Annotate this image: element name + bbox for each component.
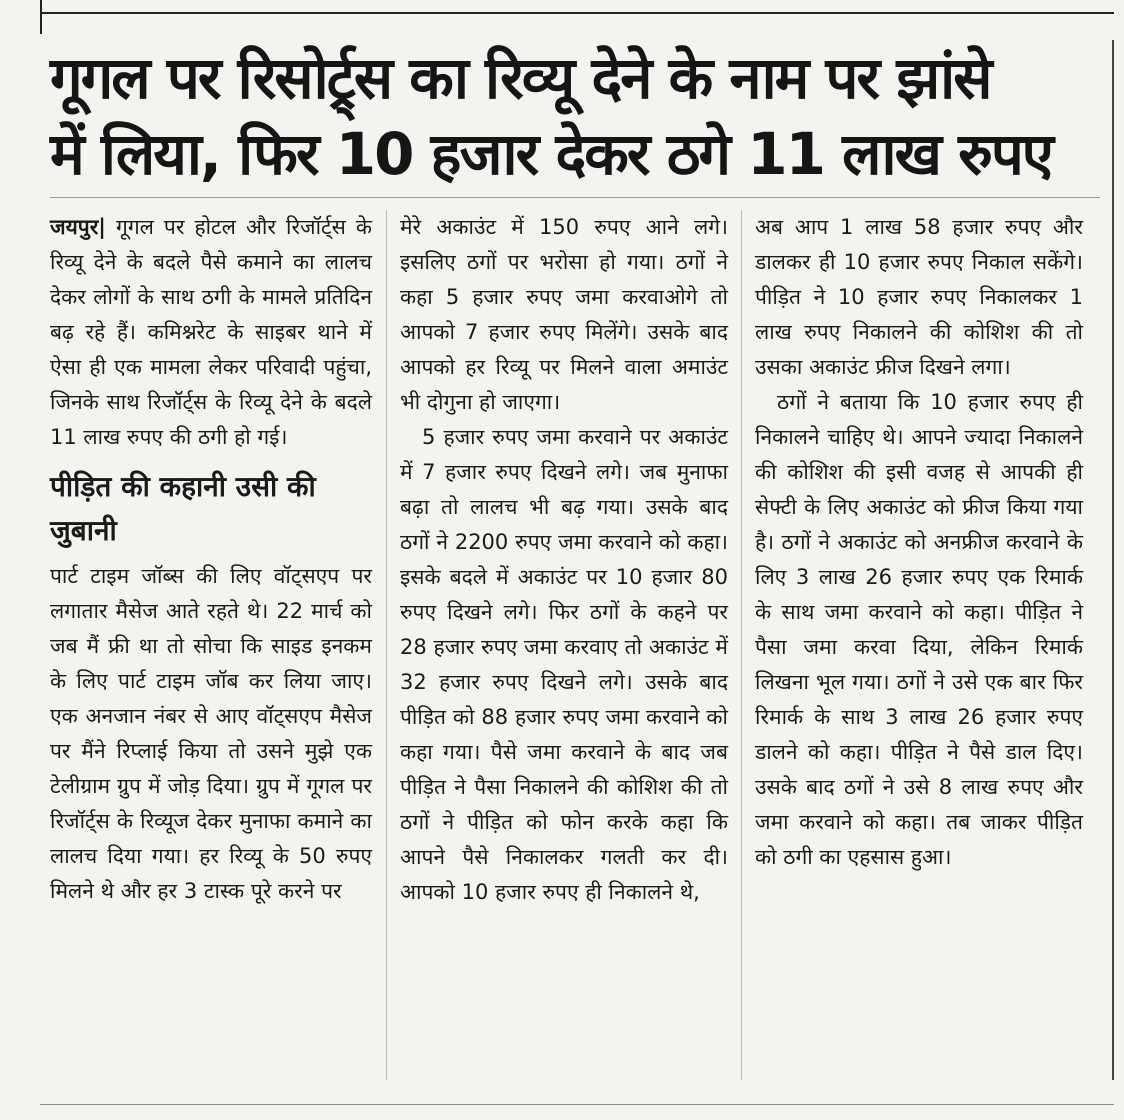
top-frame-rule — [40, 12, 1114, 14]
dateline: जयपुर| — [50, 215, 106, 239]
headline-line-1: गूगल पर रिसोर्ट्र्स का रिव्यू देने के नाम पर झांसे — [50, 44, 991, 112]
lead-text: गूगल पर होटल और रिजॉर्ट्स के रिव्यू देने के बदले पैसे कमाने का लालच देकर लोगों के साथ ठगी के मामले प्रतिदिन बढ़ रहे हैं। कमिश्नरेट के साइबर थाने में ऐसा ही एक मामला लेकर परिवादी पहुंचा, जिनके साथ रिजॉर्ट्स के रिव्यू देने के बदले 11 लाख रुपए की ठगी हो गई। — [50, 215, 373, 449]
article-column-1 — [50, 210, 372, 909]
body-paragraph: अब आप 1 लाख 58 हजार रुपए और डालकर ही 10 हजार रुपए निकाल सकेंगे। पीड़ित ने 10 हजार रुपए निकालकर 1 लाख रुपए निकालने की कोशिश की तो उसका अकाउंट फ्रीज दिखने लगा। — [755, 215, 1083, 379]
column-separator — [741, 210, 742, 1080]
body-paragraph: पार्ट टाइम जॉब्स की लिए वॉट्सएप पर लगातार मैसेज आते रहते थे। 22 मार्च को जब मैं फ्री था तो सोचा कि साइड इनकम के लिए पार्ट टाइम जॉब कर लिया जाए। एक अनजान नंबर से आए वॉट्सएप मैसेज पर मैंने रिप्लाई किया तो उसने मुझे एक टेलीग्राम ग्रुप में जोड़ दिया। ग्रुप में गूगल पर रिजॉर्ट्स के रिव्यूज देकर मुनाफा कमाने का लालच दिया गया। हर रिव्यू के 50 रुपए मिलने थे और हर 3 टास्क पूरे करने पर — [50, 564, 372, 903]
body-paragraph: मेरे अकाउंट में 150 रुपए आने लगे। इसलिए ठगों पर भरोसा हो गया। ठगों ने कहा 5 हजार रुपए जमा करवाओगे तो आपको 7 हजार रुपए मिलेंगे। उसके बाद आपको हर रिव्यू पर मिलने वाला अमाउंट भी दोगुना हो जाएगा। — [400, 215, 728, 414]
right-frame-rule — [1112, 40, 1114, 1080]
body-paragraph: 5 हजार रुपए जमा करवाने पर अकाउंट में 7 हजार रुपए दिखने लगे। जब मुनाफा बढ़ा तो लालच भी बढ़ गया। उसके बाद ठगों ने 2200 रुपए जमा करवाने को कहा। इसके बदले में अकाउंट पर 10 हजार 80 रुपए दिखने लगे। फिर ठगों के कहने पर 28 हजार रुपए जमा करवाए तो अकाउंट में 32 हजार रुपए दिखने लगे। उसके बाद पीड़ित को 88 हजार रुपए जमा करवाने को कहा गया। पैसे जमा करवाने के बाद जब पीड़ित ने पैसा निकालने की कोशिश की तो ठगों ने पीड़ित को फोन करके कहा कि आपने पैसे निकालकर गलती कर दी। आपको 10 हजार रुपए ही निकालने थे, — [400, 425, 728, 904]
left-frame-rule — [40, 0, 42, 34]
column-separator — [386, 210, 387, 1080]
bottom-frame-rule — [40, 1104, 1114, 1105]
lead-paragraph — [50, 210, 372, 455]
subheading: पीड़ित की कहानी उसी की जुबानी — [50, 470, 316, 547]
article-column-2 — [400, 210, 728, 910]
headline-divider — [50, 197, 1100, 198]
headline-line-2: में लिया, फिर 10 हजार देकर ठगे 11 लाख रुपए — [50, 120, 1052, 188]
body-paragraph: ठगों ने बताया कि 10 हजार रुपए ही निकालने चाहिए थे। आपने ज्यादा निकालने की कोशिश की इसी वजह से आपकी ही सेफ्टी के लिए अकाउंट को फ्रीज किया गया है। ठगों ने अकाउंट को अनफ्रीज करवाने के लिए 3 लाख 26 हजार रुपए एक रिमार्क के साथ जमा करवाने को कहा। पीड़ित ने पैसा जमा करवा दिया, लेकिन रिमार्क लिखना भूल गया। ठगों ने उसे एक बार फिर रिमार्क के साथ 3 लाख 26 हजार रुपए डालने को कहा। पीड़ित ने पैसे डाल दिए। उसके बाद ठगों ने उसे 8 लाख रुपए और जमा करवाने को कहा। तब जाकर पीड़ित को ठगी का एहसास हुआ। — [755, 390, 1083, 869]
article-column-3 — [755, 210, 1083, 875]
headline — [50, 40, 1100, 192]
